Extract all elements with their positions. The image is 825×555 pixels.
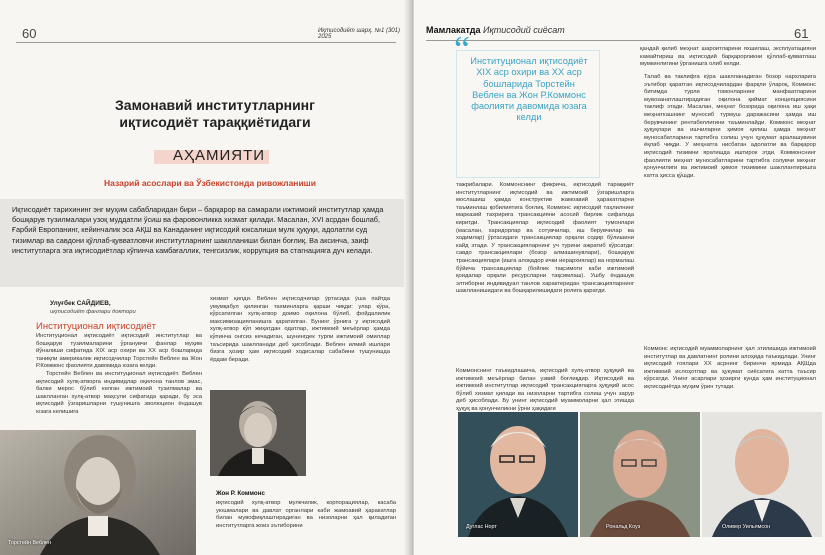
col1-para: Институционал иқтисодиёт иқтисодий институтлар ва бошқарув тузилмаларини ўрганувчи фанлар муҳим йўналиши сифатида XIX аср охири ва XX аср бошларида таниқли америкалик иқтисодчилар Торстейн Веблен ва Жон Р.Коммонс фаолияти давомида юзага келди. — [36, 333, 202, 370]
section-heading: Институционал иқтисодиёт — [36, 321, 156, 332]
commons-photo — [210, 390, 306, 476]
left-page — [0, 0, 410, 555]
left-column-1 — [36, 333, 202, 417]
right-col-right-2 — [644, 346, 816, 416]
portrait-williamson-name: Оливер Уильямсон — [722, 524, 771, 530]
right-col-right-para: Талаб ва таклифга кўра шаклланадиган бозор нархларига эътибор қаратган иқтисодчилардан фарқли ўлароқ, Коммонс битимда турли томонларнинг манфаатларини мувозанатлаштирадиган оқилона қиймат концепциясини таклиф этади. Масалан, меҳнат бозорида оқилона иш ҳақи меҳнаткашнинг муносиб турмуш даражасини ҳамда иш берувчининг рентабеллигини таъминлайди. Коммонс меҳнат ҳуқуқлари ва ишчиларни ҳимоя қилиш ҳамда меҳнат муносабатларини тартибга солиш учун ҳукумат аралашувини ёқлаб чиқди. У меҳнатга нисбатан адолатли ва барқарор иқтисодий тизимни яратишда иштирок этди. Коммонснинг фаолияти меҳнат муносабатларини тартибга солувчи меҳнат қонунчилиги ва ижтимоий ҳимоя тизимини шакллантиришга катта ҳисса қўшди. — [644, 74, 816, 179]
section-label — [426, 25, 565, 35]
quote-mark-icon: “ — [454, 29, 470, 69]
right-col-mid-2 — [456, 368, 634, 416]
article-subtitle: Назарий асослари ва Ўзбекистонда ривожланиши — [104, 178, 316, 188]
page-number-right: 61 — [794, 26, 809, 41]
header-rule — [16, 42, 396, 43]
commons-text-para: иқтисодий хулқ-атвор мулкчилик, корпорациялар, касаба уюшмалари ва давлат органлари каби жамоавий ҳаракатлар билан мувофиқлаштирадиган ва низоларни ҳал қиладиган институтларга жоиз эътиборини — [216, 500, 396, 529]
portrait-williamson — [702, 412, 822, 537]
right-col-top — [640, 46, 816, 70]
right-col-right — [644, 74, 816, 342]
article-title-emphasis: АҲАМИЯТИ — [172, 147, 266, 164]
running-head: Иқтисодиёт шарҳ. №1 (301) 2025 — [318, 28, 400, 40]
col2-para: хизмат қилди. Веблен иқтисодчилар ўртасида ўша пайтда умумқабул қилинган тахминларга қарши чиқди: улар кўра, кўрсатилган хулқ-атвор доимо оқилона бўлиб, фойдалилик максимизацияланишга қаратилган. Бунинг ўрнига у иқтисодий хулқ-атвор кўп жиҳатдан одатлар, ижтимоий меъёрлар ҳамда кўпинча онгсиз кечадиган, шунингдек турли ижтимоий омиллар таъсирида шаклланади деб ҳисоблади. Веблен илмий ишлари бизга ҳозир ҳам иқтисодий ходисалар сабабини тушунишда ёрдам беради. — [210, 296, 390, 363]
portrait-north — [458, 412, 578, 537]
lead-box — [0, 199, 410, 287]
author-role: иқтисодиёт фанлари доктори — [50, 309, 136, 315]
portrait-coase — [580, 412, 700, 537]
portrait-coase-name: Рональд Коуз — [606, 524, 641, 530]
header-rule-right — [426, 40, 811, 41]
left-column-2 — [210, 296, 390, 386]
right-page — [414, 0, 825, 555]
right-col-mid-para-2: Коммонснинг таъкидлашича, иқтисодий хулқ-атвор ҳуқуқий ва ижтимоий меъёрлар билан узвий боғлиқдир. Иқтисодий ва ижтимоий институтлар иқтисодий трансакцияларга ҳуқуқий асос бўлиб хизмат қилади ва низоларни тартибга солиш учун зарур деб ҳисоблади. Бу унинг иқтисодий муаммоларни ҳал этишда ҳуқуқ ва қонунчиликни ўрни ҳақидаги — [456, 368, 634, 412]
article-title: Замонавий институтларнинг иқтисодиёт тараққиётидаги — [115, 97, 315, 130]
commons-caption — [216, 490, 265, 497]
section-label-bold: Мамлакатда — [426, 25, 481, 35]
right-col-right-para-2: Коммонс иқтисодий муаммоларнинг ҳал этилишида ижтимоий институтлар ва давлатнинг ролини алоҳида таъкидлади. Унинг иқтисодий ғоялари XX асрнинг биринчи ярмида АҚШда ижтимоий ислоҳотлар ва ҳукумат сиёсатига катта таъсир кўрсатди. Унинг асарлари ҳозирги кунда ҳам институционал иқтисодиётда муҳим ўрин тутади. — [644, 346, 816, 390]
section-label-light: Иқтисодий сиёсат — [483, 25, 565, 35]
right-col-mid — [456, 182, 634, 362]
portrait-north-name: Дуглас Норт — [466, 524, 497, 530]
right-col-top-para: қандай қилиб меҳнат шароитларини яхшилаш, эксплуатацияни камайтириш ва иқтисодий барқарорликни қўллаб-қувватлаш мумкинлигини ўрганишга олиб келди. — [640, 46, 816, 68]
col1-para-2: Торстейн Веблен ва институционал иқтисодиёт. Веблен иқтисодий хулқ-атворга индивидлар оқилона танлов эмас, балки мерос бўлиб келган ижтимоий тузилмалар ва шаклланган хулқ-атвор маҳсули сифатида қаради, бу эса иқтисодий ўзгаришларни тушунишга эволюцион ёндашув юзага келишига — [36, 370, 202, 415]
author-name: Улуғбек САЙДИЕВ, — [50, 300, 111, 307]
commons-text — [216, 500, 396, 550]
commons-caption-name: Жон Р. Коммонс — [216, 490, 265, 497]
veblen-photo — [0, 430, 196, 555]
lead-text: Иқтисодиёт тарихининг энг муҳим сабабларидан бири – барқарор ва самарали ижтимоий институтлар ҳамда бошқарув тузилмалари узоқ муддатли ўсиш ва фаровонликка хизмат қилади. Масалан, XVI асрдан бошлаб, Ғарбий Европанинг, кейинчалик эса АҚШ ва Канаданинг иқтисодий юксалиши мулк ҳуқуқи, адолатли суд тизимлар ва савдони қўллаб-қувватловчи институтларнинг шаклланиши билан боғлиқ. Ва аксинча, заиф институтларга эга иқтисодиётлар кўпинча камбағаллик, тенгсизлик, коррупция ва стагнацияга дуч келади. — [12, 205, 384, 255]
pull-quote: Институционал иқтисодиёт XIX аср охири ва XX аср бошларида Торстейн Веблен ва Жон Р.Коммонс фаолияти давомида юзага келди — [470, 56, 588, 123]
page-number-left: 60 — [22, 26, 37, 41]
right-col-mid-para: тажрибалари. Коммонснинг фикрича, иқтисодий тараққиёт институтларнинг иқтисодий ва ижтимоий ўзгаришларга мослашиш ҳамда конструктив жамоавий ҳаракатларни таъминлаш қобилиятига боғлиқ. Коммонс иқтисодий таҳлилнинг марказий тахририга трансакцияни асосий бирлик сифатида киритди. Трансакциялар иқтисодий фаолият тумонлари (масалан, харидорлар ва сотувчилар, иш берувчилар ва ходимлар) ўртасидаги трансакциялар орқали содир бўлишини кайд этади. У трансакцияларнинг уч турини ажратиб кўрсатди: савдо трансакциялари (бозор алмашинувлари), бошқарув трансакциялари (ишга алоқадор ички иерархиялар) ва нормалаш бўйича трансакциялар (бойлик тақсимоти каби ижтимоий қоидалар орқали ресурсларни тақсимлаш). Ушбу ёндашув элтиборни индивидуал танлов характеридан трансакцияларнинг шаклланишидаги ва бошқарилишидаги ролига қаратди. — [456, 182, 634, 295]
veblen-caption: Торстейн Веблен — [8, 540, 51, 546]
